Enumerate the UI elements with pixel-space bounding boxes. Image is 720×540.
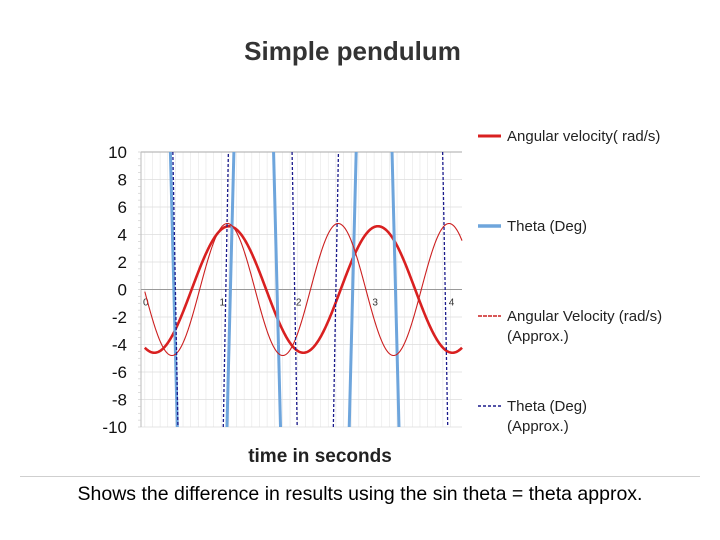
y-tick-label: 6 [117,198,127,217]
x-tick-label: 0 [143,297,149,309]
legend-label: Theta (Deg) [507,398,588,415]
legend-label: (Approx.) [507,328,569,345]
legend-label: Angular Velocity (rad/s) [507,308,663,325]
y-tick-label: 8 [117,170,127,190]
legend-label: Theta (Deg) [507,218,588,235]
y-tick-label: -8 [111,390,127,410]
y-tick-label: -4 [111,335,127,355]
chart-title: Simple pendulum [244,36,461,66]
y-tick-label: 10 [108,143,127,162]
y-tick-label: -10 [102,418,127,437]
slide-caption: Shows the difference in results using the sin theta = theta approx. [77,483,643,505]
x-tick-label: 3 [372,297,378,309]
x-tick-label: 1 [219,297,226,309]
y-tick-label: 2 [117,253,127,272]
y-tick-label: -2 [111,308,127,327]
divider [20,476,700,477]
y-tick-label: 0 [117,280,127,300]
x-tick-label: 4 [448,297,455,309]
legend [478,128,662,435]
y-tick-label: -6 [111,363,127,382]
legend-label: (Approx.) [507,418,569,435]
x-tick-label: 2 [295,297,302,309]
legend-label: Angular velocity( rad/s) [507,128,661,145]
y-tick-label: 4 [117,225,127,245]
x-axis-label: time in seconds [248,446,392,467]
